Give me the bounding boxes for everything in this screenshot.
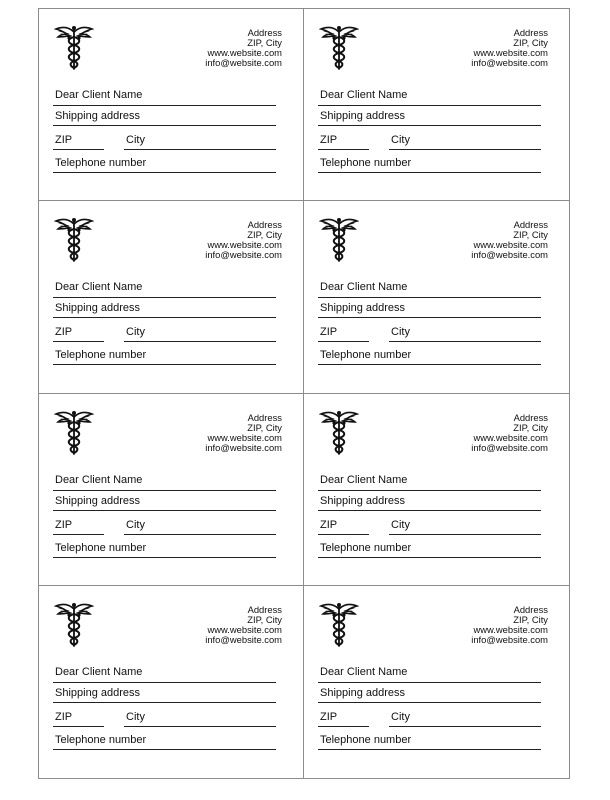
zip-line xyxy=(318,341,369,342)
caduceus-icon xyxy=(54,215,94,263)
zip-line xyxy=(318,534,369,535)
email-text: info@website.com xyxy=(205,441,282,453)
email-text: info@website.com xyxy=(471,249,548,261)
address-label-card xyxy=(39,586,304,778)
label-sheet xyxy=(38,8,570,779)
zip-city-text: ZIP, City xyxy=(247,37,282,48)
caduceus-icon xyxy=(54,23,94,71)
shipping-address-label: Shipping address xyxy=(320,686,406,699)
telephone-line xyxy=(53,749,276,750)
city-line xyxy=(124,534,276,535)
city-line xyxy=(389,534,541,535)
shipping-address-line xyxy=(53,702,276,703)
contact-block xyxy=(205,220,282,260)
telephone-line xyxy=(53,172,276,173)
email-text: info@website.com xyxy=(471,633,548,645)
city-line xyxy=(389,149,541,150)
telephone-line xyxy=(318,749,541,750)
client-name-line xyxy=(53,105,276,106)
website-text: www.website.com xyxy=(207,623,282,635)
shipping-address-label: Shipping address xyxy=(55,110,141,122)
zip-label: ZIP xyxy=(320,710,338,723)
caduceus-icon xyxy=(54,408,94,456)
contact-block xyxy=(471,220,548,260)
client-name-label: Dear Client Name xyxy=(55,89,143,101)
city-line xyxy=(389,726,541,727)
shipping-address-line xyxy=(53,125,276,126)
contact-block xyxy=(205,605,282,645)
zip-city-text: ZIP, City xyxy=(247,421,282,433)
address-text: Address xyxy=(247,219,282,231)
website-text: www.website.com xyxy=(473,623,548,635)
client-name-label: Dear Client Name xyxy=(55,473,143,486)
zip-city-text: ZIP, City xyxy=(513,37,548,48)
zip-city-text: ZIP, City xyxy=(513,613,548,625)
zip-label: ZIP xyxy=(55,710,73,723)
zip-line xyxy=(53,149,104,150)
city-label: City xyxy=(391,326,410,339)
client-name-line xyxy=(53,682,276,683)
address-label-card xyxy=(39,201,304,393)
website-text: www.website.com xyxy=(473,431,548,443)
zip-label: ZIP xyxy=(320,326,338,339)
shipping-address-label: Shipping address xyxy=(320,494,406,507)
website-text: www.website.com xyxy=(207,47,282,58)
shipping-address-label: Shipping address xyxy=(320,302,406,315)
address-text: Address xyxy=(247,603,282,615)
zip-line xyxy=(53,341,104,342)
client-name-label: Dear Client Name xyxy=(55,665,143,678)
telephone-label: Telephone number xyxy=(55,733,147,746)
caduceus-icon xyxy=(319,408,359,456)
client-name-line xyxy=(318,490,541,491)
zip-label: ZIP xyxy=(320,134,338,146)
caduceus-icon xyxy=(319,600,359,648)
address-text: Address xyxy=(247,411,282,423)
city-label: City xyxy=(126,326,145,339)
zip-city-text: ZIP, City xyxy=(247,613,282,625)
zip-line xyxy=(53,726,104,727)
city-line xyxy=(389,341,541,342)
city-line xyxy=(124,341,276,342)
client-name-label: Dear Client Name xyxy=(55,281,143,294)
city-label: City xyxy=(126,518,145,531)
telephone-line xyxy=(318,557,541,558)
client-name-label: Dear Client Name xyxy=(320,89,408,101)
address-label-card xyxy=(39,394,304,586)
address-text: Address xyxy=(513,219,548,231)
telephone-line xyxy=(318,172,541,173)
shipping-address-label: Shipping address xyxy=(55,494,141,507)
zip-city-text: ZIP, City xyxy=(513,229,548,241)
zip-line xyxy=(318,149,369,150)
caduceus-icon xyxy=(54,600,94,648)
email-text: info@website.com xyxy=(205,633,282,645)
shipping-address-line xyxy=(318,125,541,126)
address-text: Address xyxy=(513,411,548,423)
caduceus-icon xyxy=(319,215,359,263)
shipping-address-line xyxy=(53,510,276,511)
address-label-card xyxy=(304,201,569,393)
address-label-card xyxy=(304,394,569,586)
website-text: www.website.com xyxy=(473,47,548,58)
client-name-label: Dear Client Name xyxy=(320,281,408,294)
website-text: www.website.com xyxy=(207,239,282,251)
address-label-card xyxy=(39,9,304,201)
zip-city-text: ZIP, City xyxy=(513,421,548,433)
website-text: www.website.com xyxy=(207,431,282,443)
zip-label: ZIP xyxy=(55,134,73,146)
address-text: Address xyxy=(513,27,548,38)
shipping-address-line xyxy=(318,510,541,511)
client-name-line xyxy=(53,490,276,491)
telephone-label: Telephone number xyxy=(320,349,412,362)
shipping-address-line xyxy=(53,317,276,318)
telephone-label: Telephone number xyxy=(320,541,412,554)
address-label-card xyxy=(304,9,569,201)
email-text: info@website.com xyxy=(471,441,548,453)
contact-block xyxy=(205,28,282,68)
shipping-address-label: Shipping address xyxy=(320,110,406,122)
shipping-address-label: Shipping address xyxy=(55,302,141,315)
website-text: www.website.com xyxy=(473,239,548,251)
telephone-label: Telephone number xyxy=(320,157,412,169)
telephone-line xyxy=(53,557,276,558)
client-name-line xyxy=(53,297,276,298)
shipping-address-line xyxy=(318,317,541,318)
city-label: City xyxy=(126,710,145,723)
telephone-label: Telephone number xyxy=(55,349,147,362)
city-label: City xyxy=(391,710,410,723)
city-label: City xyxy=(391,134,410,146)
address-text: Address xyxy=(247,27,282,38)
zip-line xyxy=(318,726,369,727)
city-label: City xyxy=(126,134,145,146)
zip-label: ZIP xyxy=(55,326,73,339)
caduceus-icon xyxy=(319,23,359,71)
city-line xyxy=(124,726,276,727)
city-label: City xyxy=(391,518,410,531)
email-text: info@website.com xyxy=(205,249,282,261)
city-line xyxy=(124,149,276,150)
address-text: Address xyxy=(513,603,548,615)
client-name-label: Dear Client Name xyxy=(320,665,408,678)
zip-label: ZIP xyxy=(320,518,338,531)
contact-block xyxy=(205,413,282,453)
zip-line xyxy=(53,534,104,535)
client-name-line xyxy=(318,105,541,106)
telephone-line xyxy=(318,364,541,365)
contact-block xyxy=(471,605,548,645)
email-text: info@website.com xyxy=(471,57,548,68)
contact-block xyxy=(471,28,548,68)
contact-block xyxy=(471,413,548,453)
telephone-label: Telephone number xyxy=(320,733,412,746)
client-name-label: Dear Client Name xyxy=(320,473,408,486)
zip-city-text: ZIP, City xyxy=(247,229,282,241)
client-name-line xyxy=(318,297,541,298)
telephone-line xyxy=(53,364,276,365)
telephone-label: Telephone number xyxy=(55,541,147,554)
telephone-label: Telephone number xyxy=(55,157,147,169)
address-label-card xyxy=(304,586,569,778)
shipping-address-line xyxy=(318,702,541,703)
shipping-address-label: Shipping address xyxy=(55,686,141,699)
email-text: info@website.com xyxy=(205,57,282,68)
client-name-line xyxy=(318,682,541,683)
zip-label: ZIP xyxy=(55,518,73,531)
